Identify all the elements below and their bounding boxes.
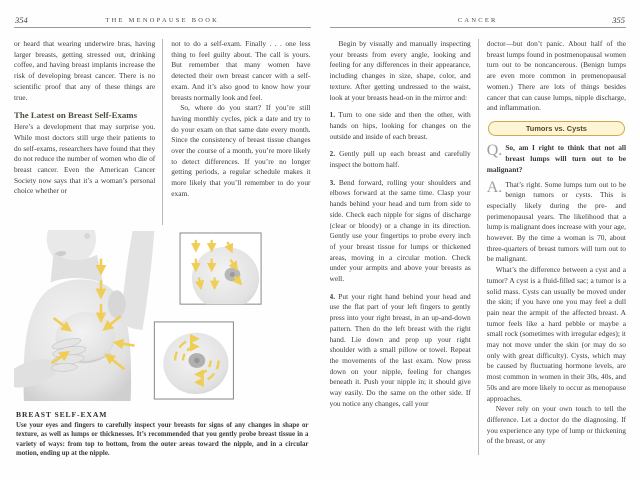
paragraph: What’s the difference between a cyst and a tumor? A cyst is a fluid-filled sac; a tumor is a solid mass. Cysts can usually be moved under the skin; if you have one you may feel a dull pain near the armpit of the affected breast. A tumor feels like a hard pebble or maybe a small rock (sometimes with irregular edges); it may not move under the skin (or may do so only with great difficulty). Cysts, which may be caused by fluctuating hormone levels, are most common in women in their 30s, 40s, and 50s and are more likely to occur as menopause approaches. bbox=[486, 265, 626, 403]
a-dropcap: A. bbox=[486, 178, 503, 196]
running-head-left bbox=[14, 15, 311, 28]
step-text: Bend forward, rolling your shoulders and elbows forward at the same time. Clasp your hands behind your head and turn from side to side. Check each nipple for signs of discharge (clear or bloody) or a change in its direction. Gently use your fingertips to probe every inch of your breast tissue for lumps or thickened areas, moving in a circular motion. Check under your armpits and above your breasts as well. bbox=[329, 177, 471, 284]
page-number: 355 bbox=[612, 15, 625, 25]
exam-step bbox=[330, 292, 471, 410]
figure-caption bbox=[14, 410, 311, 458]
answer-text: That’s right. Some lumps turn out to be benign tumors or cysts. This is especially likely during the pre- and perimenopausal years. The likelihood that a lump is malignant does increase with your age, however. By the time a woman is 70, about three-quarters of breast tumors will turn out to be malignant. bbox=[486, 179, 626, 264]
caption-body: Use your eyes and fingers to carefully inspect your breasts for signs of any changes in shape or texture, as well as lumps or thicknesses. It’s recommended that you gently probe breast tissue in a variety of ways: from top to bottom, from the outer areas toward the nipple, and in a circular motion, ending up at the nipple. bbox=[16, 422, 309, 457]
paragraph: doctor—but don’t panic. About half of the breast lumps found in postmenopausal women turn out to be noncancerous. (Benign lumps are even more common in premenopausal women.) There are lots of things besides cancer that can cause lumps, nipple discharge, and inflammation. bbox=[486, 39, 626, 113]
caption-title: BREAST SELF-EXAM bbox=[16, 410, 108, 419]
running-title: THE MENOPAUSE BOOK bbox=[105, 17, 220, 24]
exam-step bbox=[330, 178, 471, 285]
text-columns bbox=[14, 39, 311, 225]
step-number: 2. bbox=[329, 149, 336, 159]
exam-step bbox=[330, 110, 471, 142]
exam-step bbox=[330, 149, 471, 170]
column-2 bbox=[162, 39, 310, 225]
step-number: 4. bbox=[329, 291, 336, 301]
step-number: 3. bbox=[329, 177, 336, 187]
step-text: Gently pull up each breast and carefully inspect the bottom half. bbox=[329, 149, 471, 170]
page-355 bbox=[330, 15, 627, 458]
q-dropcap: Q. bbox=[486, 142, 503, 160]
step-text: Put your right hand behind your head and use the flat part of your left fingers to gently press into your right breast, in an up-and-down pattern. Then do the left breast with the right hand. Lie down and prop up your right shoulder with a small pillow or towel. Repeat the movements of the last exam. Now press down on your nipple, feeling for changes beneath it. Push your nipple in; it should give way easily. Do the same on the other side. If you notice any changes, call your bbox=[329, 291, 471, 408]
question-text: So, am I right to think that not all breast lumps will turn out to be malignant? bbox=[486, 143, 626, 174]
question bbox=[487, 143, 626, 175]
qa-box-heading: Tumors vs. Cysts bbox=[488, 121, 625, 137]
woman-figure bbox=[14, 230, 154, 401]
answer bbox=[487, 180, 626, 266]
paragraph: Never rely on your own touch to tell the difference. Let a doctor do the diagnosing. If you experience any type of lump or thickening of the breast, or any bbox=[486, 404, 626, 446]
text-columns bbox=[330, 39, 627, 455]
step-number: 1. bbox=[329, 110, 336, 120]
paragraph: or heard that wearing underwire bras, having larger breasts, getting stressed out, drinking coffee, and having breast implants increase the risk of developing breast cancer. There is no scientific proof that any of these things are true. bbox=[14, 39, 156, 102]
page-number: 354 bbox=[15, 15, 28, 25]
section-heading: The Latest on Breast Self-Exams bbox=[14, 110, 137, 121]
breast-self-exam-illustration bbox=[14, 230, 311, 407]
page-354 bbox=[14, 15, 311, 458]
paragraph: Begin by visually and manually inspecting your breasts from every angle, looking and feeling for any differences in their appearance, including changes in size, shape, color, and texture. After getting undressed to the waist, look at your breasts head-on in the mirror and: bbox=[329, 39, 471, 102]
paragraph: not to do a self-exam. Finally . . . one less thing to feel guilty about. The call is yours. But remember that many women have detected their own breast cancer with a self-exam. And it’s also good to know how your breasts normally look and feel. bbox=[171, 39, 311, 102]
running-head-right bbox=[330, 15, 627, 28]
step-text: Turn to one side and then the other, with hands on hips, looking for changes on the outside and inside of each breast. bbox=[329, 110, 471, 141]
column-1 bbox=[330, 39, 478, 455]
paragraph: So, where do you start? If you’re still having monthly cycles, pick a date and try to do your exam on that same date every month. Since the consistency of breast tissue changes over the course of a month, you’re more likely to detect differences. If you’re no longer getting periods, a regular schedule makes it more likely that you’ll remember to do your exam. bbox=[171, 103, 311, 198]
column-2 bbox=[478, 39, 626, 455]
column-1 bbox=[14, 39, 162, 225]
running-title: CANCER bbox=[457, 17, 498, 24]
up-and-down-pattern-inset bbox=[180, 233, 261, 310]
paragraph: Here’s a development that may surprise you. While most doctors still urge their patients to do self-exams, researchers have found that they do not reduce the number of women who die of breast cancer. Even the American Cancer Society now says that it’s a woman’s personal choice whether or bbox=[14, 122, 156, 196]
circular-pattern-inset bbox=[154, 322, 233, 399]
